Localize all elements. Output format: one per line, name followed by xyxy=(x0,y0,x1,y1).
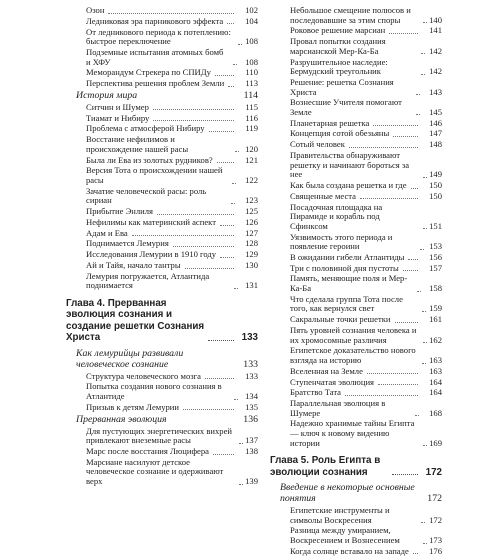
toc-entry[interactable] xyxy=(270,346,442,365)
leader-dots xyxy=(108,13,234,14)
toc-entry[interactable] xyxy=(66,382,258,401)
leader-dots xyxy=(215,75,234,76)
leader-dots xyxy=(209,131,234,132)
toc-page-number: 102 xyxy=(245,5,258,15)
leader-dots xyxy=(422,311,426,312)
toc-entry-title: Вселенная на Земле xyxy=(290,365,363,376)
toc-entry-title: Перспектива решения проблем Земли xyxy=(86,78,225,89)
toc-entry[interactable] xyxy=(66,458,258,487)
toc-page-number: 127 xyxy=(245,227,258,238)
toc-page-number: 158 xyxy=(429,283,442,294)
leader-dots xyxy=(422,363,426,364)
toc-entry[interactable] xyxy=(270,399,442,418)
toc-entry-title: Исследования Лемурии в 1910 году xyxy=(86,249,217,260)
toc-entry-title: Решение: решетка Сознания Христа xyxy=(290,76,394,97)
toc-entry[interactable] xyxy=(66,124,258,134)
toc-page-number: 162 xyxy=(429,334,442,345)
toc-entry[interactable] xyxy=(66,6,258,16)
toc-page-number: 136 xyxy=(243,413,258,425)
toc-entry[interactable] xyxy=(270,119,442,129)
toc-page-number: 104 xyxy=(245,15,258,26)
toc-entry[interactable] xyxy=(66,166,258,185)
toc-page-number: 139 xyxy=(245,475,258,486)
toc-entry-title: Память, меняющие поля и Мер-Ка-Ба xyxy=(290,273,408,294)
toc-page-number: 138 xyxy=(245,445,258,456)
toc-page-number: 115 xyxy=(245,101,258,112)
toc-entry-title: Структура человеческого мозга xyxy=(86,370,201,381)
toc-entry-title: Адам и Ева xyxy=(86,227,128,238)
toc-page-number: 133 xyxy=(245,370,258,381)
toc-entry-title: Разница между умиранием, Воскресением и Вознесением xyxy=(290,525,400,545)
toc-entry-title: Параллельная эволюция в Шумере xyxy=(290,398,386,418)
toc-entry-title: Восстание нефилимов и происхождение нашей расы xyxy=(86,134,189,154)
toc-entry-title: Братство Тата xyxy=(290,387,341,398)
toc-entry-title: Египетское доказательство нового взгляда на историю xyxy=(290,345,416,365)
leader-dots xyxy=(217,162,234,163)
toc-entry[interactable] xyxy=(66,187,258,206)
toc-entry-title: Как лемурийцы развивали человеческое сознание xyxy=(76,347,184,370)
toc-page-number: 120 xyxy=(245,143,258,154)
leader-dots xyxy=(423,342,427,343)
toc-entry[interactable] xyxy=(270,181,442,191)
leader-dots xyxy=(395,322,419,323)
toc-page-number: 172 xyxy=(429,514,442,525)
toc-page-number: 169 xyxy=(429,437,442,448)
toc-entry[interactable] xyxy=(270,367,442,377)
leader-dots xyxy=(417,291,421,292)
leader-dots xyxy=(228,86,234,87)
leader-dots xyxy=(157,214,234,215)
leader-dots xyxy=(393,136,418,137)
toc-entry-title: В ожидании гибели Атлантиды xyxy=(290,251,405,262)
toc-entry[interactable] xyxy=(270,192,442,202)
toc-page-number: 172 xyxy=(427,493,442,505)
toc-entry[interactable] xyxy=(66,79,258,89)
leader-dots xyxy=(239,443,243,444)
toc-page-number: 108 xyxy=(245,36,258,47)
toc-entry-title: Ай и Тайя, начало тантры xyxy=(86,260,181,271)
toc-page-number: 125 xyxy=(245,206,258,217)
toc-entry-title: Разрушительное наследие: Бермудский треугольник xyxy=(290,56,388,77)
toc-page-number: 151 xyxy=(429,220,442,231)
toc-entry-title: Надежно хранимые тайны Египта — ключ к новому видению истории xyxy=(290,418,415,448)
toc-page-number: 168 xyxy=(429,407,442,418)
leader-dots xyxy=(423,445,427,446)
toc-entry[interactable] xyxy=(270,26,442,36)
toc-entry[interactable] xyxy=(66,103,258,113)
toc-entry[interactable] xyxy=(270,203,442,232)
toc-entry[interactable] xyxy=(270,78,442,97)
toc-page-number: 148 xyxy=(429,139,442,150)
toc-entry[interactable] xyxy=(270,37,442,56)
leader-dots xyxy=(360,198,418,199)
toc-page-number: 122 xyxy=(245,174,258,185)
toc-entry-title: Когда солнце вставало на западе xyxy=(290,545,409,556)
toc-page-number: 126 xyxy=(245,216,258,227)
toc-entry[interactable] xyxy=(66,239,258,249)
leader-dots xyxy=(183,409,234,410)
toc-page-number: 145 xyxy=(429,106,442,117)
toc-page-number: 110 xyxy=(245,67,258,78)
leader-dots xyxy=(208,340,234,341)
leader-dots xyxy=(173,246,234,247)
toc-entry[interactable] xyxy=(270,233,442,252)
toc-entry-title: Концепция сотой обезьяны xyxy=(290,128,390,139)
toc-entry-title: Озон xyxy=(86,5,105,15)
toc-entry-title: Прибытие Энлиля xyxy=(86,206,153,217)
toc-page-number: 164 xyxy=(429,387,442,398)
toc-page-number: 150 xyxy=(429,190,442,201)
toc-entry-title: От ледникового периода к потеплению: быстрое переключение xyxy=(86,26,231,47)
toc-entry-title: Посадочная площадка на Пирамиде и корабль под Сфинксом xyxy=(290,201,383,231)
toc-page-number: 141 xyxy=(429,25,442,36)
toc-page-number: 135 xyxy=(245,401,258,412)
leader-dots xyxy=(132,235,234,236)
toc-page-number: 116 xyxy=(245,112,258,123)
toc-entry-title: Введение в некоторые основные понятия xyxy=(280,482,415,505)
leader-dots xyxy=(185,268,234,269)
toc-entry-title: Глава 5. Роль Египта в эволюции сознания xyxy=(270,455,381,478)
toc-entry-title: История мира xyxy=(76,89,138,101)
toc-column-right xyxy=(270,6,442,558)
leader-dots xyxy=(423,177,427,178)
leader-dots xyxy=(403,270,418,271)
toc-page-number: 133 xyxy=(243,359,258,371)
toc-entry[interactable] xyxy=(66,403,258,413)
toc-entry[interactable] xyxy=(270,129,442,139)
leader-dots xyxy=(232,183,236,184)
leader-dots xyxy=(227,23,234,24)
leader-dots xyxy=(392,474,418,475)
toc-entry[interactable] xyxy=(270,547,442,557)
toc-entry[interactable] xyxy=(270,274,442,293)
toc-entry[interactable] xyxy=(66,207,258,217)
toc-entry-title: Правительства обнаруживают решетку и начинают бороться за нее xyxy=(290,150,410,180)
toc-page-number: 146 xyxy=(429,117,442,128)
toc-entry[interactable] xyxy=(270,295,442,314)
toc-entry-title: Лемурия погружается, Атлантида поднимается xyxy=(86,270,210,291)
toc-entry-title: Планетарная решетка xyxy=(290,117,370,128)
toc-entry[interactable] xyxy=(66,272,258,291)
leader-dots xyxy=(238,44,242,45)
toc-entry[interactable] xyxy=(270,151,442,180)
toc-entry-title: Уязвимость этого периода и появление героини xyxy=(290,231,393,252)
toc-entry[interactable] xyxy=(66,447,258,457)
toc-page-number: 130 xyxy=(245,260,258,271)
leader-dots xyxy=(373,125,418,126)
toc-page-number: 150 xyxy=(429,179,442,190)
toc-entry[interactable] xyxy=(66,17,258,27)
toc-entry[interactable] xyxy=(270,253,442,263)
toc-entry-title: Пять уровней сознания человека и их хромосомные различия xyxy=(290,324,417,345)
leader-dots xyxy=(415,415,419,416)
toc-entry[interactable] xyxy=(66,68,258,78)
toc-page-number: 114 xyxy=(243,90,258,102)
toc-entry[interactable] xyxy=(270,419,442,448)
toc-entry-title: Попытка создания нового сознания в Атлантиде xyxy=(86,381,222,401)
toc-entry-title: Зачатие человеческой расы: роль сириан xyxy=(86,185,207,206)
toc-entry[interactable] xyxy=(270,264,442,274)
toc-page-number: 131 xyxy=(245,280,258,291)
toc-entry-title: Версия Тота о происхождении нашей расы xyxy=(86,165,223,185)
leader-dots xyxy=(411,188,418,189)
leader-dots xyxy=(205,378,234,379)
toc-entry-title: Прерванная эволюция xyxy=(76,413,167,425)
toc-entry-title: Как была создана решетка и где xyxy=(290,179,407,190)
toc-page-number: 108 xyxy=(245,56,258,67)
leader-dots xyxy=(416,94,420,95)
toc-entry[interactable] xyxy=(270,506,442,525)
toc-page-number: 172 xyxy=(425,466,442,478)
toc-entry-title: Ситчин и Шумер xyxy=(86,101,149,112)
leader-dots xyxy=(413,553,418,554)
toc-entry-title: Нефилимы как материнский аспект xyxy=(86,216,216,227)
toc-entry[interactable] xyxy=(270,378,442,388)
toc-entry[interactable] xyxy=(66,250,258,260)
leader-dots xyxy=(421,74,425,75)
toc-entry[interactable] xyxy=(66,48,258,67)
toc-page-number: 142 xyxy=(429,45,442,56)
toc-page-number: 164 xyxy=(429,376,442,387)
toc-entry[interactable] xyxy=(270,98,442,117)
leader-dots xyxy=(423,228,427,229)
toc-page-number: 143 xyxy=(429,86,442,97)
toc-page-number: 133 xyxy=(241,332,258,344)
leader-dots xyxy=(220,225,234,226)
toc-entry-title: Глава 4. Прерванная эволюция сознания и создание решетки Сознания Христа xyxy=(66,298,205,344)
toc-entry-title: Сотый человек xyxy=(290,139,345,150)
chapter-heading[interactable] xyxy=(66,298,258,344)
toc-entry-title: Египетские инструменты и символы Воскресения xyxy=(290,505,390,525)
leader-dots xyxy=(421,53,425,54)
toc-entry-title: Три с половиной дня пустоты xyxy=(290,262,399,273)
toc-entry-title: Роковое решение марсиан xyxy=(290,25,386,36)
toc-page-number: 156 xyxy=(429,251,442,262)
toc-page-number: 134 xyxy=(245,391,258,401)
leader-dots xyxy=(235,151,239,152)
toc-entry-title: Небольшое смещение полюсов и последовавшие за этим споры xyxy=(290,5,411,25)
leader-dots xyxy=(234,288,238,289)
toc-page-number: 161 xyxy=(429,314,442,325)
toc-entry-title: Призыв к детям Лемурии xyxy=(86,401,179,412)
toc-entry-title: Вознесшие Учителя помогают Земле xyxy=(290,97,402,117)
leader-dots xyxy=(239,484,243,485)
toc-entry-title: Священные места xyxy=(290,190,356,201)
toc-entry-title: Марсиане насилуют детское человеческое сознание и одерживают верх xyxy=(86,456,224,486)
toc-page-number: 176 xyxy=(429,545,442,556)
toc-page-number: 163 xyxy=(429,365,442,376)
leader-dots xyxy=(367,373,418,374)
leader-dots xyxy=(220,257,234,258)
toc-entry[interactable] xyxy=(66,229,258,239)
toc-entry-title: Проблема с атмосферой Нибиру xyxy=(86,123,205,134)
toc-entry-title: Ступенчатая эволюция xyxy=(290,376,374,387)
toc-page-number: 129 xyxy=(245,249,258,260)
toc-page-number: 153 xyxy=(429,241,442,252)
toc-entry[interactable] xyxy=(66,135,258,154)
toc-page-number: 149 xyxy=(429,169,442,180)
leader-dots xyxy=(420,249,424,250)
toc-entry-title: Подземные испытания атомных бомб и ХФУ xyxy=(86,46,224,67)
toc-section[interactable] xyxy=(66,90,258,101)
toc-entry-title: Меморандум Стрекера по СПИДу xyxy=(86,67,211,78)
toc-entry-title: Что сделала группа Тота после того, как вернулся свет xyxy=(290,293,403,314)
toc-entry[interactable] xyxy=(66,427,258,446)
chapter-heading[interactable] xyxy=(270,455,442,478)
toc-page-number: 123 xyxy=(245,195,258,206)
toc-entry-title: Поднимается Лемурия xyxy=(86,238,169,249)
leader-dots xyxy=(234,399,238,400)
leader-dots xyxy=(345,395,418,396)
leader-dots xyxy=(153,120,234,121)
toc-entry-title: Была ли Ева из золотых рудников? xyxy=(86,154,213,165)
leader-dots xyxy=(389,33,418,34)
toc-entry-title: Ледниковая эра парникового эффекта xyxy=(86,15,224,26)
toc-page-number: 128 xyxy=(245,238,258,249)
toc-entry[interactable] xyxy=(66,261,258,271)
toc-page-number: 140 xyxy=(429,14,442,25)
toc-page-number: 163 xyxy=(429,354,442,365)
leader-dots xyxy=(349,147,418,148)
toc-entry-title: Для пустующих энергетических вихрей привлекают внеземные расы xyxy=(86,425,233,446)
toc-entry[interactable] xyxy=(270,6,442,25)
leader-dots xyxy=(423,543,427,544)
leader-dots xyxy=(153,109,234,110)
toc-entry[interactable] xyxy=(66,156,258,166)
toc-page-number: 137 xyxy=(245,435,258,446)
toc-entry-title: Тиамат и Нибиру xyxy=(86,112,150,123)
toc-entry[interactable] xyxy=(270,388,442,398)
leader-dots xyxy=(423,22,427,23)
toc-section[interactable] xyxy=(66,348,258,370)
leader-dots xyxy=(416,114,420,115)
toc-entry[interactable] xyxy=(66,218,258,228)
toc-section[interactable] xyxy=(66,414,258,425)
toc-page-number: 147 xyxy=(429,128,442,139)
toc-column-left xyxy=(66,6,258,488)
leader-dots xyxy=(378,384,418,385)
toc-entry[interactable] xyxy=(66,28,258,47)
toc-page-number: 159 xyxy=(429,303,442,314)
toc-entry-title: Сакральные точки решетки xyxy=(290,314,391,325)
leader-dots xyxy=(421,522,425,523)
leader-dots xyxy=(408,259,418,260)
toc-entry-title: Провал попытки создания марсианской Мер-Ка-Ба xyxy=(290,36,386,56)
toc-page-number: 119 xyxy=(245,123,258,134)
leader-dots xyxy=(231,203,235,204)
toc-entry[interactable] xyxy=(270,326,442,345)
toc-entry-title: Марс после восстания Люцифера xyxy=(86,445,209,456)
toc-page-number: 121 xyxy=(245,154,258,165)
toc-entry[interactable] xyxy=(270,58,442,77)
toc-page-number: 142 xyxy=(429,66,442,77)
toc-entry[interactable] xyxy=(66,372,258,382)
leader-dots xyxy=(213,454,234,455)
toc-page-number: 113 xyxy=(245,78,258,89)
toc-entry[interactable] xyxy=(270,140,442,150)
toc-entry[interactable] xyxy=(270,315,442,325)
toc-page-number: 173 xyxy=(429,535,442,545)
toc-page-number: 157 xyxy=(429,262,442,273)
toc-entry[interactable] xyxy=(66,114,258,124)
toc-section[interactable] xyxy=(270,482,442,504)
leader-dots xyxy=(233,64,237,65)
toc-entry[interactable] xyxy=(270,526,442,545)
